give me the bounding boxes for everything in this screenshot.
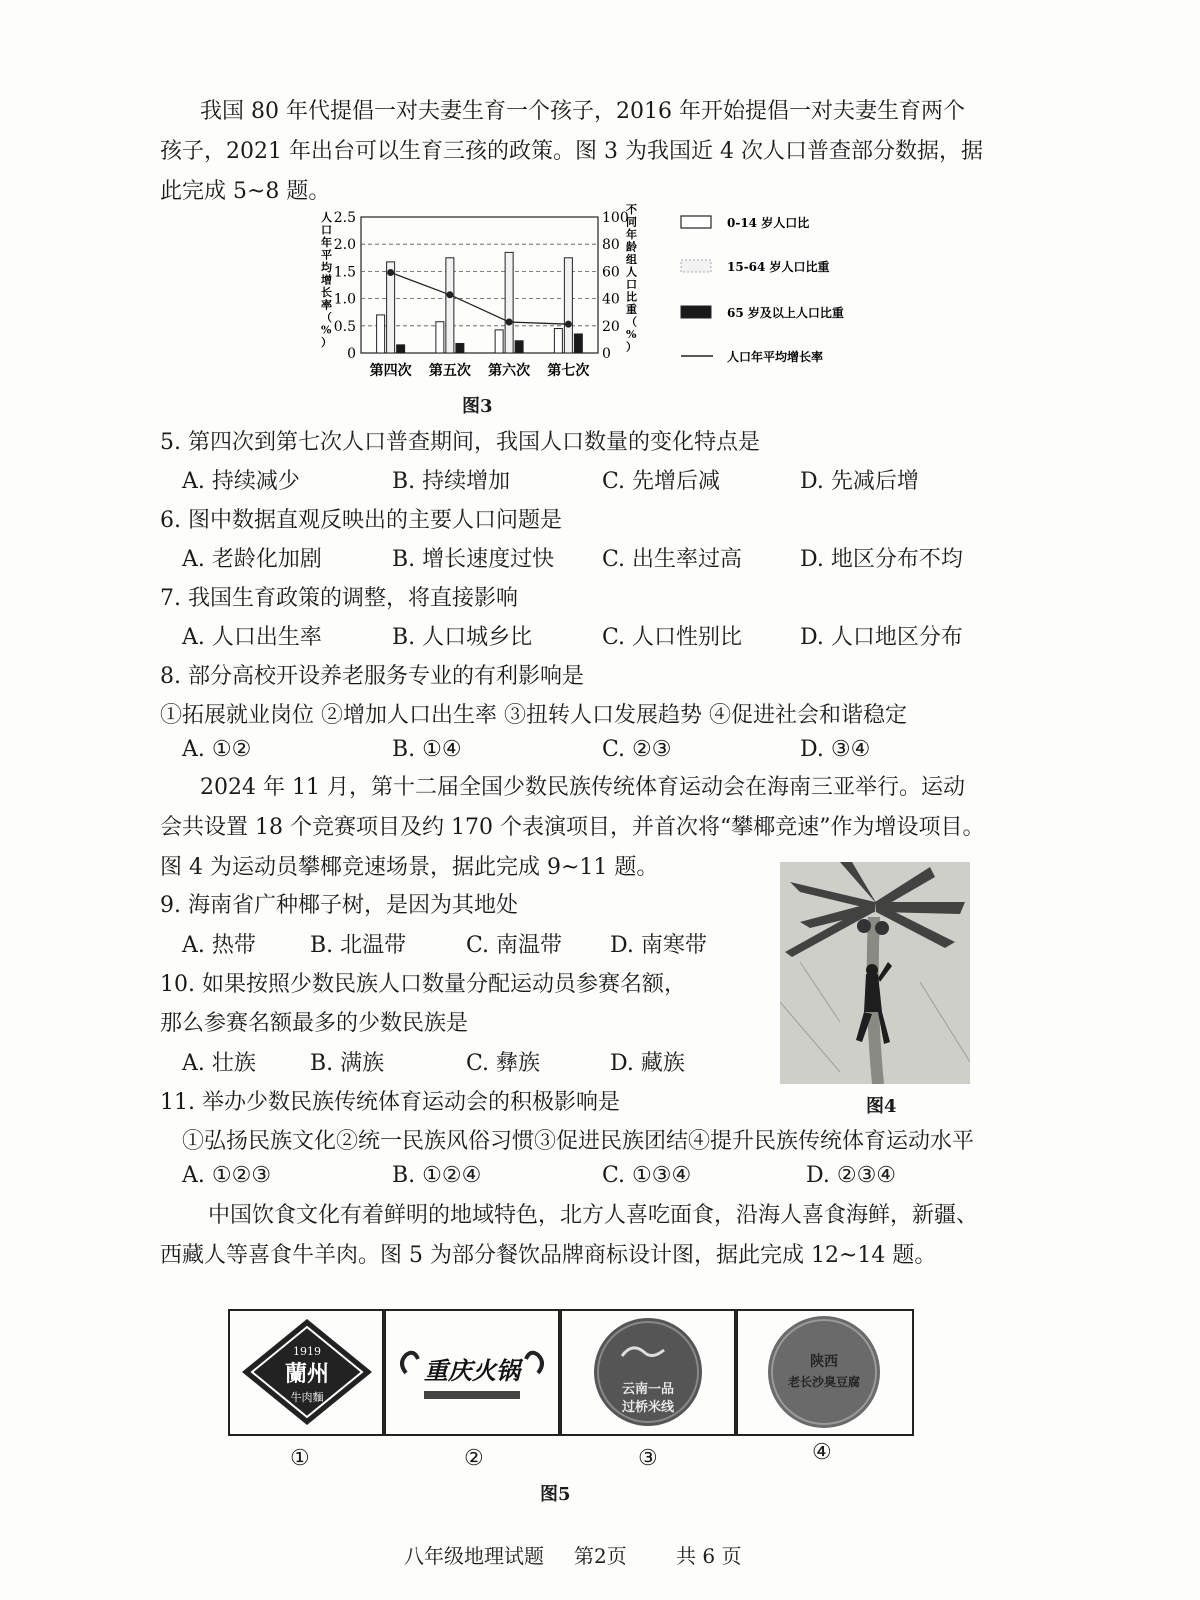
logo-1-sub: 牛肉麵 [290,1391,324,1404]
figure-3-caption: 图3 [462,396,493,417]
growth-rate-point [565,321,572,328]
logo-2-title: 重庆火锅 [424,1356,520,1385]
q7-option-d: D. 人口地区分布 [800,625,963,650]
y-right-axis-label-char: % [626,328,637,341]
intro3-line1: 中国饮食文化有着鲜明的地域特色，北方人喜吃面食，沿海人喜食海鲜，新疆、 [208,1203,979,1228]
growth-rate-point [506,318,513,325]
q10-option-c: C. 彝族 [466,1051,541,1076]
q5-option-d: D. 先减后增 [800,469,919,494]
bar-65-plus [397,345,405,353]
q10-option-b: B. 满族 [310,1051,385,1076]
legend-label: 65 岁及以上人口比重 [727,306,844,320]
q5-option-c: C. 先增后减 [602,469,721,494]
intro1-line3: 此完成 5~8 题。 [160,179,331,204]
x-tick-label: 第七次 [547,363,590,379]
question-8-items: ①拓展就业岗位 ②增加人口出生率 ③扭转人口发展趋势 ④促进社会和谐稳定 [160,703,907,728]
logo-4-line2: 老长沙臭豆腐 [787,1375,861,1389]
q11-option-d: D. ②③④ [806,1163,897,1188]
y-left-tick-label: 2.0 [333,237,356,254]
q6-option-c: C. 出生率过高 [602,547,743,572]
legend-swatch-15-64 [681,260,711,272]
bar-65-plus [456,343,464,353]
q9-option-c: C. 南温带 [466,933,563,958]
y-left-axis-label-char: 增 [321,273,332,287]
y-right-axis-label-char: 龄 [626,240,637,254]
y-left-axis-label-char: 人 [321,211,332,224]
logo-3-number: ③ [638,1446,658,1471]
figure-4-photo [780,862,970,1084]
intro1-line1: 我国 80 年代提倡一对夫妻生育一个孩子，2016 年开始提倡一对夫妻生育两个 [200,99,965,124]
growth-rate-point [446,291,453,298]
x-tick-label: 第六次 [488,363,531,379]
intro2-line3: 图 4 为运动员攀椰竞速场景，据此完成 9~11 题。 [160,855,659,880]
logo-2-chongqing-hotpot [382,1309,562,1436]
logo-1-lanzhou [228,1309,386,1436]
q10-option-a: A. 壮族 [182,1051,256,1076]
question-6-stem: 6. 图中数据直观反映出的主要人口问题是 [160,508,562,533]
y-left-axis-label-char: （ [321,311,332,324]
y-right-tick-label: 80 [602,237,620,254]
y-left-axis-label-char: 年 [321,236,332,249]
footer-subject: 八年级地理试题 [404,1544,544,1568]
q6-option-a: A. 老龄化加剧 [182,547,322,572]
q7-option-c: C. 人口性别比 [602,625,743,650]
y-left-tick-label: 0 [347,346,356,362]
figure-5-caption: 图5 [540,1484,571,1505]
legend-label: 15-64 岁人口比重 [727,260,830,274]
y-left-tick-label: 1.0 [333,291,356,308]
intro3-line2: 西藏人等喜食牛羊肉。图 5 为部分餐饮品牌商标设计图，据此完成 12~14 题。 [160,1243,937,1268]
intro1-line2: 孩子，2021 年出台可以生育三孩的政策。图 3 为我国近 4 次人口普查部分数据，据 [160,139,983,164]
y-right-axis-label-char: 比 [626,290,637,304]
y-right-tick-label: 40 [602,291,620,308]
q8-option-a: A. ①② [182,737,252,762]
q6-option-b: B. 增长速度过快 [392,547,555,572]
logo-1-number: ① [290,1446,310,1471]
y-left-axis-label-char: 均 [321,261,332,274]
q7-option-a: A. 人口出生率 [182,625,322,650]
x-tick-label: 第四次 [369,363,412,379]
y-right-tick-label: 20 [602,318,620,335]
q8-option-c: C. ②③ [602,737,672,762]
y-right-axis-label-char: 组 [626,253,637,266]
y-left-axis-label-char: 平 [321,248,332,262]
bar-15-64 [505,252,513,353]
logo-3-line1: 云南一品 [621,1382,675,1397]
y-left-axis-label-char: ） [321,336,332,349]
y-left-axis-label-char: 率 [321,298,332,312]
logo-4-stinky-tofu [734,1309,914,1436]
q11-option-b: B. ①②④ [392,1163,482,1188]
y-right-axis-label-char: ） [626,340,637,354]
question-11-items: ①弘扬民族文化②统一民族风俗习惯③促进民族团结④提升民族传统体育运动水平 [182,1129,975,1154]
intro2-line1: 2024 年 11 月，第十二届全国少数民族传统体育运动会在海南三亚举行。运动 [200,775,965,800]
legend-swatch-0-14 [681,216,711,228]
q5-option-b: B. 持续增加 [392,469,511,494]
y-right-axis-label-char: 年 [626,228,637,241]
q9-option-d: D. 南寒带 [610,933,707,958]
footer-total: 共 6 页 [676,1544,742,1568]
question-10-stem: 10. 如果按照少数民族人口数量分配运动员参赛名额， [160,972,686,997]
q8-option-b: B. ①④ [392,737,462,762]
y-right-axis-label-char: 不 [626,203,637,216]
question-8-stem: 8. 部分高校开设养老服务专业的有利影响是 [160,664,584,689]
figure-4-caption: 图4 [866,1096,897,1117]
legend-swatch-65-plus [681,306,711,318]
chart-svg [315,203,875,403]
y-right-axis-label-char: 口 [626,278,637,291]
y-right-axis-label-char: 人 [626,265,637,279]
q5-option-a: A. 持续减少 [182,469,300,494]
y-right-axis-label-char: 同 [626,215,637,229]
logo-3-yunnan-noodles [558,1309,738,1436]
bar-65-plus [574,334,582,353]
growth-rate-point [387,269,394,276]
figure-3-chart [315,203,875,403]
y-right-tick-label: 100 [602,210,629,226]
y-right-tick-label: 0 [602,346,611,362]
q11-option-c: C. ①③④ [602,1163,692,1188]
bar-15-64 [564,258,572,353]
legend-label: 0-14 岁人口比 [727,216,810,230]
q11-option-a: A. ①②③ [182,1163,272,1188]
bar-0-14 [436,322,444,353]
bar-65-plus [515,341,523,353]
bar-0-14 [495,330,503,353]
y-left-axis-label-char: 口 [321,223,332,237]
question-7-stem: 7. 我国生育政策的调整，将直接影响 [160,586,518,611]
y-left-axis-label-char: 长 [321,286,332,299]
bar-15-64 [446,258,454,353]
logo-4-line1: 陕西 [810,1354,838,1370]
y-right-tick-label: 60 [602,264,620,281]
question-9-stem: 9. 海南省广种椰子树，是因为其地处 [160,893,518,918]
logo-4-number: ④ [812,1440,832,1465]
footer-page: 第2页 [574,1544,627,1568]
intro2-line2: 会共设置 18 个竞赛项目及约 170 个表演项目，并首次将“攀椰竞速”作为增设项目。 [160,815,985,840]
question-10-stem-cont: 那么参赛名额最多的少数民族是 [160,1011,469,1036]
x-tick-label: 第五次 [428,363,471,379]
q9-option-a: A. 热带 [182,933,256,958]
logo-3-line2: 过桥米线 [621,1400,675,1415]
logo-2-number: ② [464,1446,484,1471]
bar-0-14 [377,315,385,353]
q8-option-d: D. ③④ [800,737,871,762]
bar-0-14 [554,329,562,353]
logo-1-title: 蘭州 [284,1361,330,1387]
y-left-tick-label: 2.5 [333,210,356,226]
y-right-axis-label-char: （ [626,315,637,329]
logo-1-year: 1919 [293,1345,321,1358]
q10-option-d: D. 藏族 [610,1051,685,1076]
question-5-stem: 5. 第四次到第七次人口普查期间，我国人口数量的变化特点是 [160,430,760,455]
palm-climber-illustration [780,862,970,1084]
q7-option-b: B. 人口城乡比 [392,625,533,650]
q9-option-b: B. 北温带 [310,933,407,958]
q6-option-d: D. 地区分布不均 [800,547,963,572]
y-left-axis-label-char: % [321,323,332,337]
question-11-stem: 11. 举办少数民族传统体育运动会的积极影响是 [160,1090,620,1115]
y-left-tick-label: 1.5 [333,264,356,281]
y-left-tick-label: 0.5 [333,318,356,335]
legend-label: 人口年平均增长率 [727,350,824,364]
y-right-axis-label-char: 重 [626,303,637,316]
